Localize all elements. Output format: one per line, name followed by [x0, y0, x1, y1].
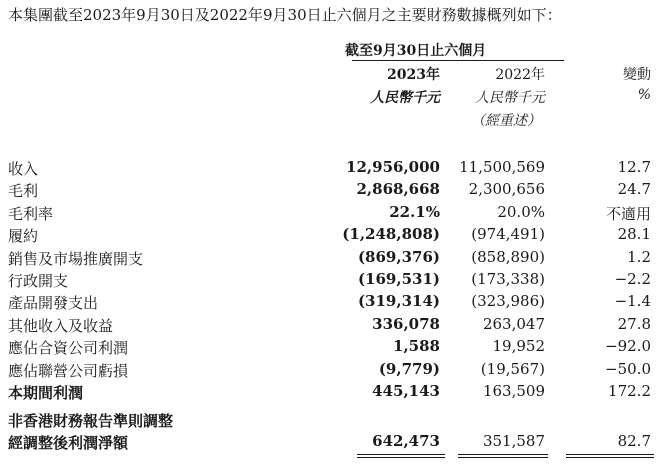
change-value: −2.2 [614, 270, 651, 288]
percent-unit: % [637, 87, 651, 103]
value-2023: 445,143 [372, 382, 440, 400]
table-row [0, 292, 667, 314]
value-2023: (319,314) [357, 292, 440, 310]
value-2023: (169,531) [357, 270, 440, 288]
value-2023: 1,588 [393, 337, 440, 355]
table-row [0, 432, 667, 454]
row-label: 行政開支 [8, 272, 69, 290]
table-row [0, 315, 667, 337]
table-row [0, 360, 667, 382]
value-2022: (974,491) [471, 225, 545, 243]
value-2022: (323,986) [471, 292, 545, 310]
value-2023: 642,473 [372, 432, 440, 450]
table-row [0, 180, 667, 202]
unit-2022: 人民幣千元 [475, 90, 545, 106]
table-row [0, 382, 667, 404]
change-value: 24.7 [617, 180, 651, 198]
section-heading-row [0, 410, 667, 432]
value-2023: 22.1% [389, 203, 440, 221]
restated-note: （經重述） [471, 113, 541, 129]
value-2023: (9,779) [378, 360, 440, 378]
period-underline [352, 60, 564, 61]
change-value: 不適用 [605, 205, 651, 223]
value-2022: 2,300,656 [468, 180, 545, 198]
change-value: 27.8 [617, 315, 651, 333]
change-value: 12.7 [617, 158, 651, 176]
value-2022: 163,509 [482, 382, 545, 400]
row-label: 履約 [8, 227, 39, 245]
change-value: 1.2 [627, 248, 651, 266]
row-label: 產品開發支出 [8, 294, 99, 312]
change-value: −92.0 [605, 337, 651, 355]
row-label: 毛利率 [8, 205, 54, 223]
total-rule-change-bottom [566, 457, 654, 458]
row-label: 經調整後利潤淨額 [8, 434, 129, 452]
total-rule-2022-top [458, 454, 548, 455]
value-2023: 12,956,000 [346, 158, 440, 176]
change-header: 變動 [623, 67, 651, 83]
total-rule-2023-top [357, 454, 445, 455]
row-label: 收入 [8, 160, 39, 178]
total-rule-change-top [566, 454, 654, 455]
table-row [0, 203, 667, 225]
value-2022: 19,952 [492, 337, 545, 355]
year-2023-header: 2023年 [387, 67, 440, 83]
value-2022: (173,338) [471, 270, 545, 288]
value-2023: 2,868,668 [356, 180, 440, 198]
section-heading: 非香港財務報告準則調整 [8, 412, 174, 430]
unit-2023: 人民幣千元 [370, 90, 440, 106]
row-label: 本期間利潤 [8, 384, 84, 402]
value-2022: 20.0% [497, 203, 545, 221]
row-label: 其他收入及收益 [8, 317, 114, 335]
row-label: 應佔合資公司利潤 [8, 339, 129, 357]
period-header: 截至9月30日止六個月 [345, 43, 487, 59]
table-row [0, 337, 667, 359]
table-row [0, 270, 667, 292]
value-2022: (858,890) [471, 248, 545, 266]
total-rule-2023-bottom [357, 457, 445, 458]
value-2022: 351,587 [482, 432, 545, 450]
value-2022: (19,567) [480, 360, 545, 378]
year-2022-header: 2022年 [495, 67, 545, 83]
change-value: −1.4 [614, 292, 651, 310]
value-2023: 336,078 [372, 315, 440, 333]
value-2022: 263,047 [482, 315, 545, 333]
table-row [0, 158, 667, 180]
table-row [0, 248, 667, 270]
change-value: −50.0 [605, 360, 651, 378]
row-label: 銷售及市場推廣開支 [8, 250, 144, 268]
total-rule-2022-bottom [458, 457, 548, 458]
row-label: 應佔聯營公司虧損 [8, 362, 129, 380]
row-label: 毛利 [8, 182, 39, 200]
table-row [0, 225, 667, 247]
value-2023: (1,248,808) [342, 225, 440, 243]
change-value: 172.2 [608, 382, 651, 400]
value-2023: (869,376) [357, 248, 440, 266]
change-value: 28.1 [617, 225, 651, 243]
change-value: 82.7 [617, 432, 651, 450]
value-2022: 11,500,569 [459, 158, 545, 176]
intro-text: 本集團截至2023年9月30日及2022年9月30日止六個月之主要財務數據概列如下： [8, 6, 562, 24]
